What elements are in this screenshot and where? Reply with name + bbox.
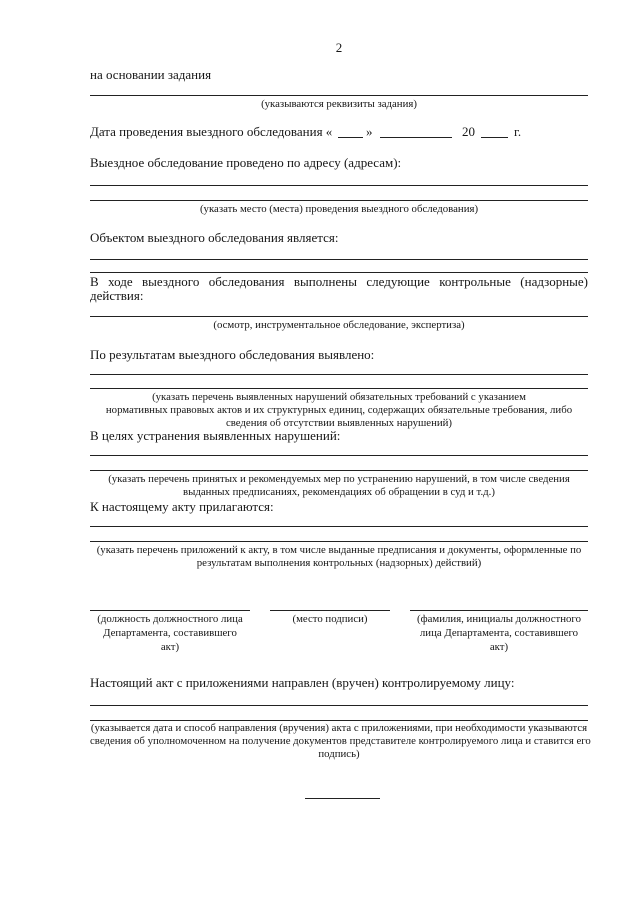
actions-label <box>90 275 588 303</box>
delivery-fill-line <box>90 705 588 706</box>
measures-fill-line <box>90 470 588 471</box>
signature-name-hint-line: акт) <box>489 641 509 653</box>
delivery-hint-line: сведения об уполномоченном на получение документов представителе контролируемого лица и ставится его <box>90 735 591 747</box>
measures-hint-line: (указать перечень принятых и рекомендуемых мер по устранению нарушений, в том числе сведения <box>108 473 570 485</box>
address-fill-line <box>90 185 588 186</box>
object-label: Объектом выездного обследования является: <box>90 230 339 245</box>
actions-fill-line <box>90 316 588 317</box>
attachments-label: К настоящему акту прилагаются: <box>90 499 274 514</box>
object-fill-line <box>90 272 588 273</box>
date-label: Дата проведения выездного обследования « <box>90 124 333 139</box>
signature-place-line <box>270 610 390 611</box>
attachments-hint-line: (указать перечень приложений к акту, в том числе выданные предписания и документы, оформленные по <box>96 544 582 556</box>
results-label: По результатам выездного обследования выявлено: <box>90 347 375 362</box>
object-fill-line <box>90 259 588 260</box>
results-hint <box>90 391 588 430</box>
address-label: Выездное обследование проведено по адресу (адресам): <box>90 155 402 170</box>
results-fill-line <box>90 374 588 375</box>
results-hint-line: сведения об отсутствии выявленных нарушений) <box>225 417 453 429</box>
signature-name-hint <box>410 612 588 654</box>
signature-place-hint: (место подписи) <box>292 613 368 625</box>
signature-position-hint-line: Департамента, составившего <box>103 627 237 639</box>
actions-hint: (осмотр, инструментальное обследование, экспертиза) <box>213 319 465 331</box>
delivery-hint <box>90 722 591 761</box>
signature-position-line <box>90 610 250 611</box>
signature-name-line <box>410 610 588 611</box>
basis-hint: (указываются реквизиты задания) <box>261 98 417 110</box>
attachments-fill-line <box>90 526 588 527</box>
attachments-hint-line: результатам выполнения контрольных (надзорных) действий) <box>196 557 482 569</box>
delivery-hint-line: подпись) <box>318 748 360 760</box>
date-day-blank <box>338 137 363 138</box>
delivery-label: Настоящий акт с приложениями направлен (вручен) контролируемому лицу: <box>90 675 515 690</box>
results-hint-line: (указать перечень выявленных нарушений обязательных требований с указанием <box>152 391 526 403</box>
measures-fill-line <box>90 455 588 456</box>
signature-position-hint-line: акт) <box>160 641 180 653</box>
actions-label-line: действия: <box>90 288 144 303</box>
date-year-prefix: 20 <box>462 124 475 139</box>
signature-name-hint-line: (фамилия, инициалы должностного <box>417 613 581 625</box>
delivery-fill-line <box>90 720 588 721</box>
delivery-hint-line: (указывается дата и способ направления (вручения) акта с приложениями, при необходимости указываются <box>90 722 588 734</box>
attachments-hint <box>90 544 588 570</box>
measures-hint-line: выданных предписаниях, рекомендациях об обращении в суд и т.д.) <box>183 486 495 498</box>
basis-label: на основании задания <box>90 67 212 82</box>
address-hint: (указать место (места) проведения выездного обследования) <box>199 203 479 215</box>
date-year-suffix: г. <box>514 124 522 139</box>
page-number: 2 <box>335 40 343 55</box>
signature-position-hint-line: (должность должностного лица <box>97 613 243 625</box>
date-close-quote: » <box>366 124 373 139</box>
results-fill-line <box>90 388 588 389</box>
results-hint-line: нормативных правовых актов и их структурных единиц, содержащих обязательные требования, либо <box>105 404 573 416</box>
signature-position-hint <box>90 612 250 654</box>
date-year-blank <box>481 137 508 138</box>
basis-fill-line <box>90 95 588 96</box>
actions-label-line: В ходе выездного обследования выполнены следующие контрольные (надзорные) <box>90 274 588 289</box>
attachments-fill-line <box>90 541 588 542</box>
measures-label: В целях устранения выявленных нарушений: <box>90 428 341 443</box>
measures-hint <box>90 473 588 499</box>
address-fill-line <box>90 200 588 201</box>
end-separator-line <box>305 798 380 799</box>
date-month-blank <box>380 137 452 138</box>
signature-name-hint-line: лица Департамента, составившего <box>419 627 579 639</box>
